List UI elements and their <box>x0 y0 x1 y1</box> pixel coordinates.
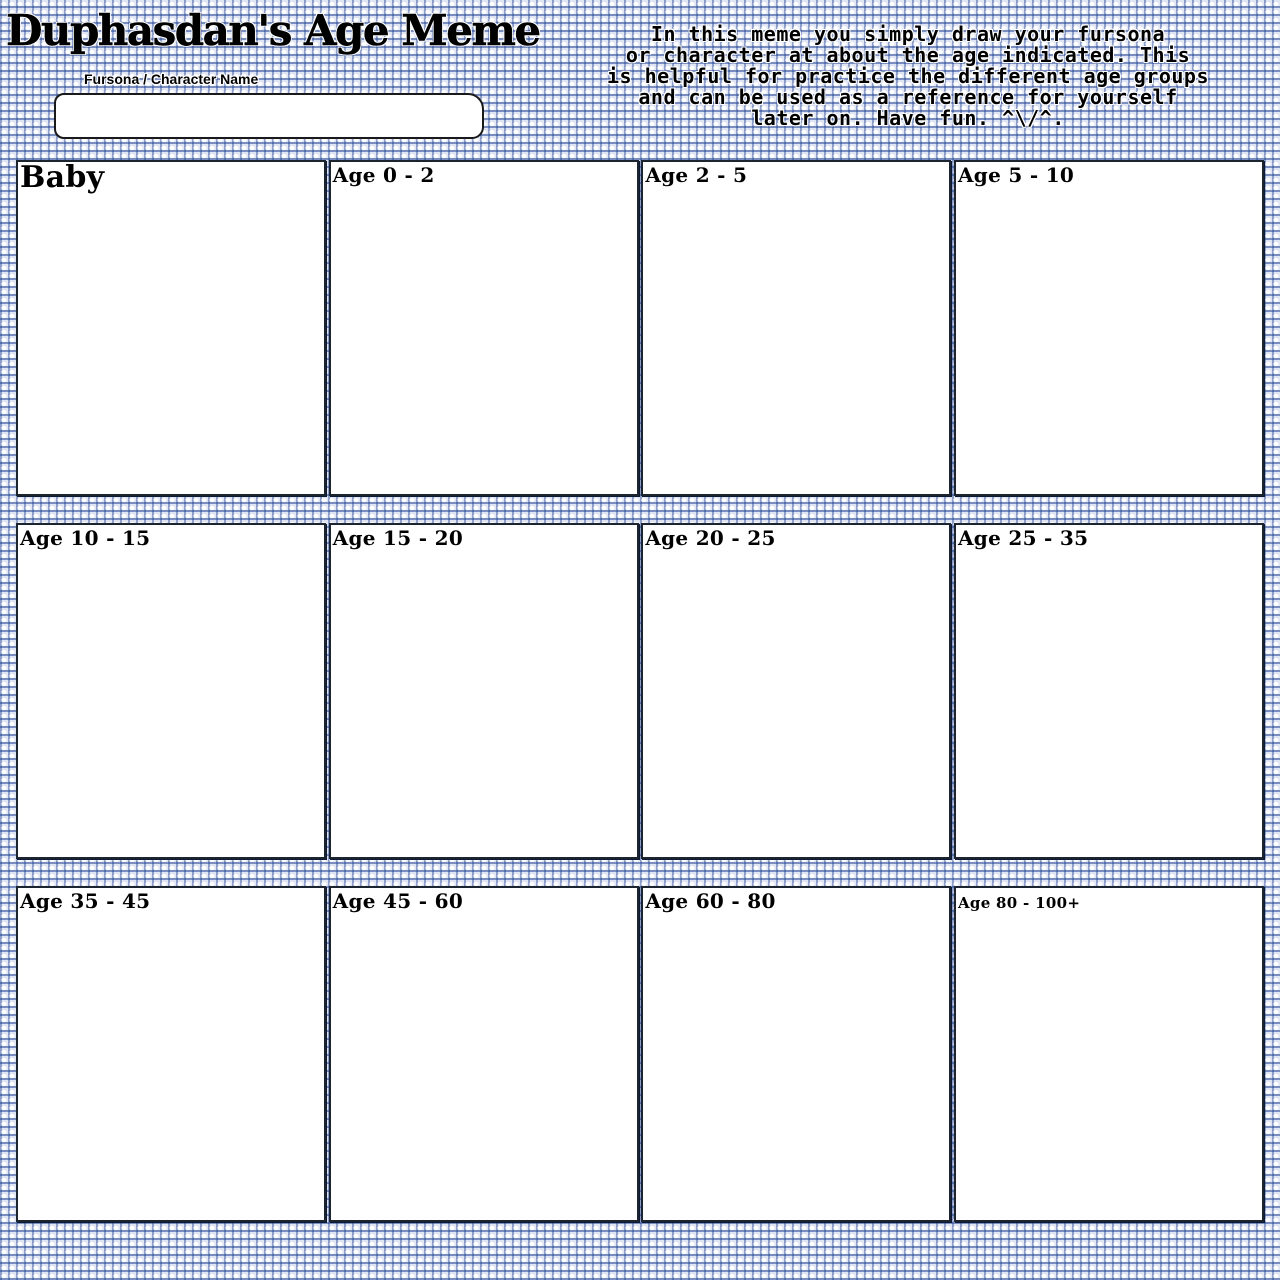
instructions-line: is helpful for practice the different age groups <box>607 64 1209 88</box>
panel-label: Age 25 - 35 <box>957 526 1089 550</box>
panel-label: Age 60 - 80 <box>645 889 776 913</box>
drawing-panel-age-45-60[interactable] <box>329 886 639 1222</box>
instructions-line: In this meme you simply draw your fursona <box>650 22 1166 46</box>
drawing-panel-age-20-25[interactable] <box>641 523 951 859</box>
drawing-panel-age-60-80[interactable] <box>641 886 951 1222</box>
instructions-line: later on. Have fun. ^\/^. <box>751 106 1065 130</box>
drawing-panel-age-25-35[interactable] <box>954 523 1264 859</box>
instructions-text <box>566 24 1250 129</box>
panel-label: Age 45 - 60 <box>332 889 464 913</box>
character-name-input[interactable] <box>54 93 484 139</box>
meme-title: Duphasdan's Age Meme <box>6 6 540 55</box>
age-panel-grid <box>16 160 1264 1222</box>
panel-label: Age 2 - 5 <box>645 163 748 187</box>
panel-label: Baby <box>20 160 105 195</box>
panel-label: Age 35 - 45 <box>20 889 151 913</box>
drawing-panel-age-15-20[interactable] <box>329 523 639 859</box>
drawing-panel-age-5-10[interactable] <box>954 160 1264 496</box>
panel-label: Age 5 - 10 <box>957 163 1075 187</box>
panel-label: Age 80 - 100+ <box>957 894 1081 912</box>
drawing-panel-age-35-45[interactable] <box>16 886 326 1222</box>
drawing-panel-baby[interactable] <box>16 160 326 496</box>
drawing-panel-age-0-2[interactable] <box>329 160 639 496</box>
instructions-line: or character at about the age indicated. This <box>625 43 1191 67</box>
panel-label: Age 0 - 2 <box>332 163 435 187</box>
drawing-panel-age-10-15[interactable] <box>16 523 326 859</box>
panel-label: Age 15 - 20 <box>332 526 464 550</box>
drawing-panel-age-80-100-plus[interactable] <box>954 886 1264 1222</box>
panel-label: Age 20 - 25 <box>645 526 776 550</box>
panel-label: Age 10 - 15 <box>20 526 151 550</box>
character-name-label: Fursona / Character Name <box>84 71 259 87</box>
drawing-panel-age-2-5[interactable] <box>641 160 951 496</box>
instructions-line: and can be used as a reference for yourself <box>638 85 1178 109</box>
